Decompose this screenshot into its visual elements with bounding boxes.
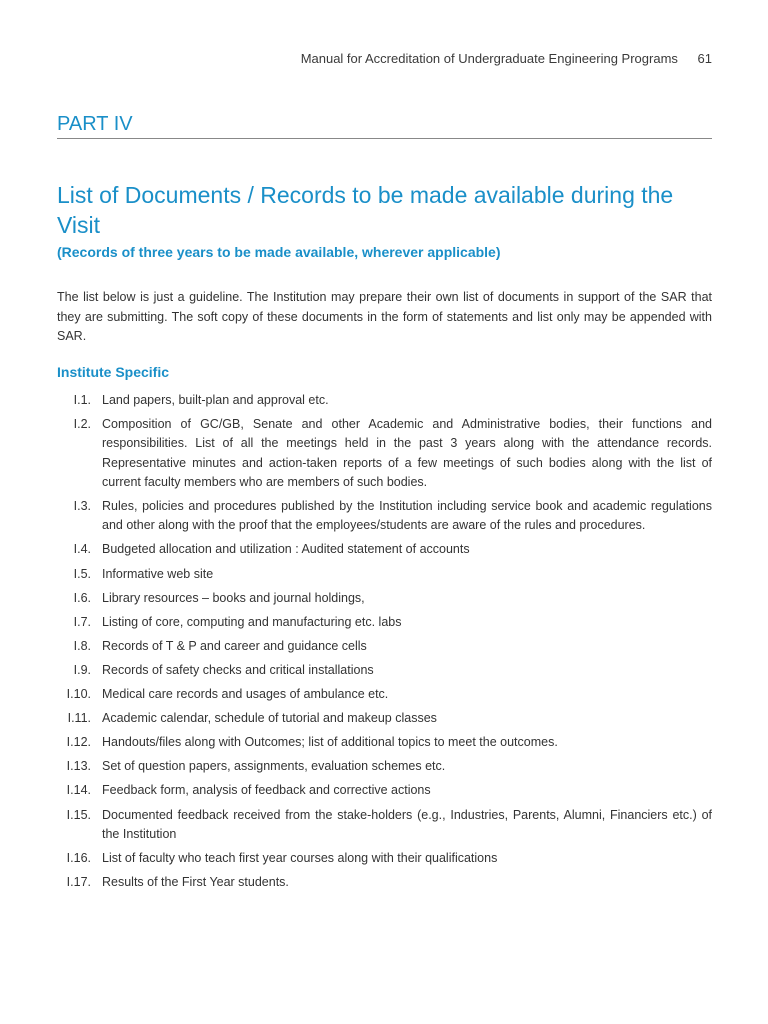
item-text: Composition of GC/GB, Senate and other Academic and Administrative bodies, their functions and responsibilities. List of all the meetings held in the past 3 years along with the attendance records. Representative minutes and action-taken reports of a few meetings of such bodies along with the list of current faculty members who are members of such bodies. bbox=[102, 417, 712, 489]
item-text: Library resources – books and journal holdings, bbox=[102, 590, 365, 605]
list-item bbox=[57, 757, 712, 776]
item-number: I.17. bbox=[66, 874, 91, 889]
item-number: I.1. bbox=[73, 393, 91, 407]
item-text: Land papers, built-plan and approval etc. bbox=[102, 393, 329, 407]
list-item bbox=[57, 661, 712, 680]
item-number: I.11. bbox=[67, 711, 91, 726]
item-text: Results of the First Year students. bbox=[102, 874, 289, 889]
item-text: Records of safety checks and critical installations bbox=[102, 662, 374, 677]
institute-specific-list bbox=[57, 391, 712, 897]
item-number: I.7. bbox=[73, 614, 91, 629]
list-item bbox=[57, 497, 712, 536]
item-number: I.12. bbox=[66, 735, 91, 750]
part-label: PART IV bbox=[57, 113, 133, 135]
document-subtitle: (Records of three years to be made available, wherever applicable) bbox=[57, 244, 501, 260]
item-number: I.8. bbox=[73, 638, 91, 653]
item-number: I.9. bbox=[73, 662, 91, 677]
item-text: Rules, policies and procedures published by the Institution including service book and academic regulations and other along with the proof that the employees/students are aware of the rules and procedures. bbox=[102, 499, 712, 533]
list-item bbox=[57, 540, 712, 559]
item-number: I.13. bbox=[66, 759, 91, 774]
intro-paragraph: The list below is just a guideline. The Institution may prepare their own list of documents in support of the SAR that they are submitting. The soft copy of these documents in the form of statements and list only may be appended with SAR. bbox=[57, 290, 712, 343]
item-number: I.14. bbox=[66, 783, 91, 798]
list-item bbox=[57, 391, 712, 410]
list-item bbox=[57, 685, 712, 704]
item-number: I.15. bbox=[66, 807, 91, 822]
list-item bbox=[57, 637, 712, 656]
item-text: Feedback form, analysis of feedback and corrective actions bbox=[102, 783, 431, 798]
item-text: Medical care records and usages of ambulance etc. bbox=[102, 687, 389, 702]
list-item bbox=[57, 415, 712, 492]
list-item bbox=[57, 565, 712, 584]
list-item bbox=[57, 806, 712, 845]
section-heading: Institute Specific bbox=[57, 364, 170, 380]
list-item bbox=[57, 781, 712, 800]
item-text: Academic calendar, schedule of tutorial and makeup classes bbox=[102, 711, 437, 726]
list-item bbox=[57, 873, 712, 892]
item-number: I.6. bbox=[73, 590, 91, 605]
item-number: I.10. bbox=[66, 687, 91, 702]
item-number: I.5. bbox=[73, 566, 91, 581]
item-text: Informative web site bbox=[102, 566, 214, 581]
list-item bbox=[57, 733, 712, 752]
item-number: I.16. bbox=[66, 850, 91, 865]
item-text: Listing of core, computing and manufacturing etc. labs bbox=[102, 614, 402, 629]
item-number: I.2. bbox=[73, 417, 91, 432]
page-number: 61 bbox=[697, 51, 712, 66]
item-text: List of faculty who teach first year courses along with their qualifications bbox=[102, 850, 498, 865]
manual-title: Manual for Accreditation of Undergraduate Engineering Programs bbox=[300, 51, 678, 66]
document-title: List of Documents / Records to be made available during the Visit bbox=[57, 182, 674, 238]
item-number: I.4. bbox=[73, 542, 91, 557]
item-number: I.3. bbox=[73, 499, 91, 514]
list-item bbox=[57, 709, 712, 728]
item-text: Documented feedback received from the stake-holders (e.g., Industries, Parents, Alumni, Financiers etc.) of the Institution bbox=[102, 807, 712, 841]
part-divider bbox=[57, 138, 712, 139]
list-item bbox=[57, 613, 712, 632]
item-text: Records of T & P and career and guidance cells bbox=[102, 638, 367, 653]
running-header bbox=[301, 51, 712, 66]
item-text: Handouts/files along with Outcomes; list of additional topics to meet the outcomes. bbox=[102, 735, 558, 750]
item-text: Budgeted allocation and utilization : Audited statement of accounts bbox=[102, 542, 470, 557]
item-text: Set of question papers, assignments, evaluation schemes etc. bbox=[102, 759, 446, 774]
list-item bbox=[57, 589, 712, 608]
list-item bbox=[57, 849, 712, 868]
